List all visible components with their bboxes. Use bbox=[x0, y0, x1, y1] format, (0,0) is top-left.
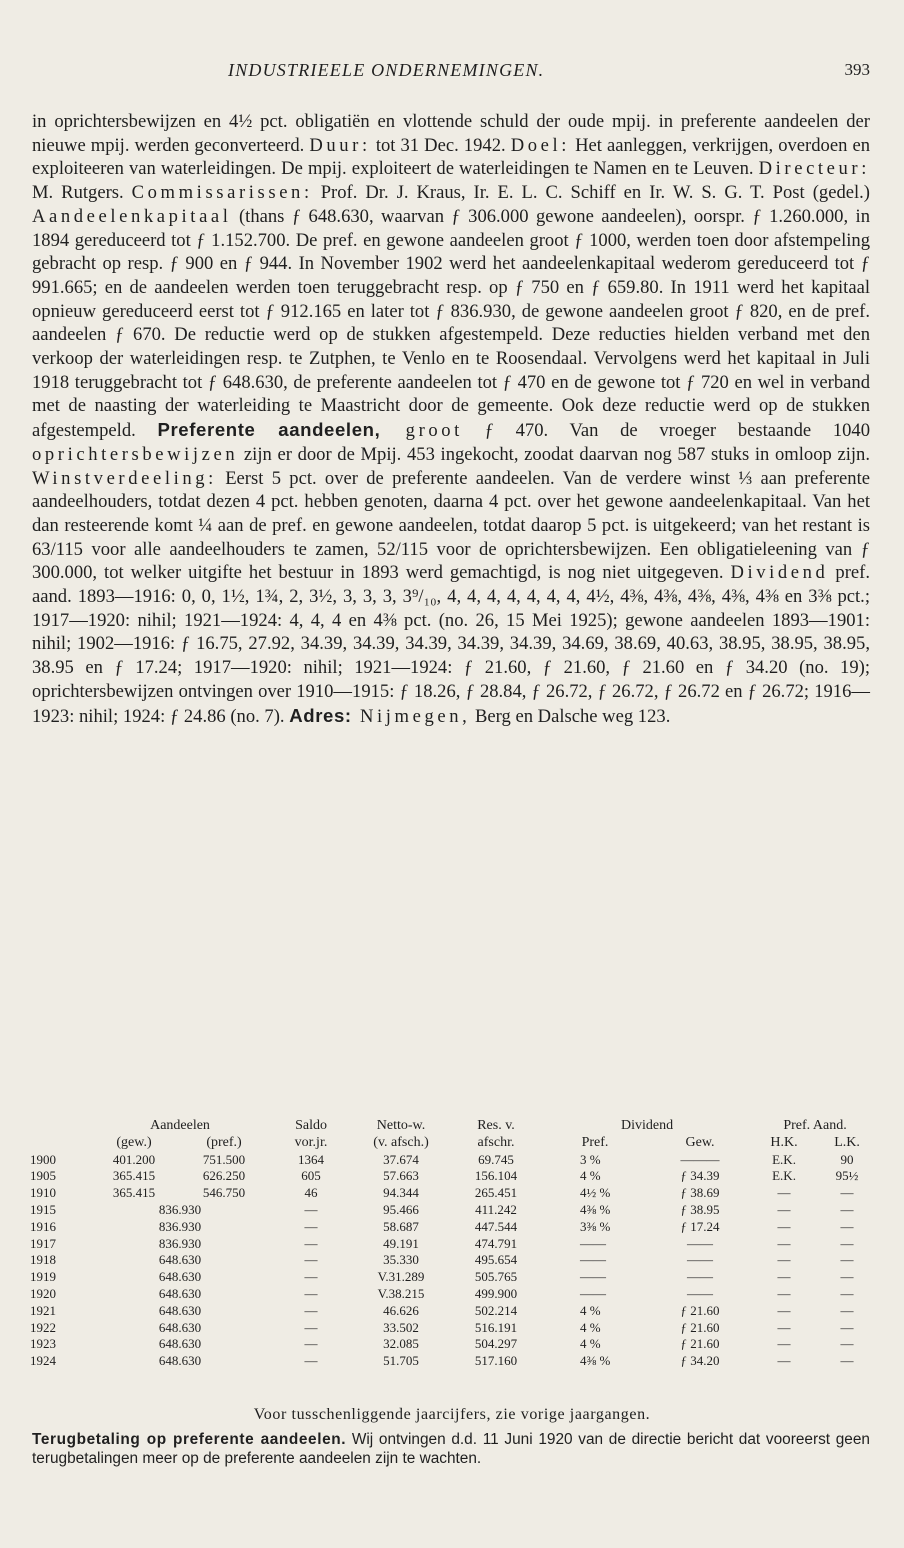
table-cell: — bbox=[777, 1302, 791, 1318]
table-cell: 401.200 bbox=[112, 1151, 156, 1167]
table-header-cell: (pref.) bbox=[206, 1134, 242, 1150]
table-cell: 1920 bbox=[30, 1285, 56, 1301]
table-cell: 33.502 bbox=[383, 1319, 419, 1335]
table-cell: V.38.215 bbox=[377, 1285, 425, 1301]
table-cell: — bbox=[840, 1302, 854, 1318]
table-row bbox=[30, 1236, 878, 1253]
table-cell: 648.630 bbox=[158, 1319, 202, 1335]
table-row bbox=[30, 1185, 878, 1202]
table-cell: — bbox=[840, 1185, 854, 1201]
table-cell: 1923 bbox=[30, 1336, 56, 1352]
table-cell: 648.630 bbox=[158, 1353, 202, 1369]
table-cell: ƒ 34.39 bbox=[680, 1168, 720, 1184]
dividend-label: Dividend bbox=[730, 562, 829, 584]
table-cell: 69.745 bbox=[478, 1151, 514, 1167]
table-cell: — bbox=[777, 1201, 791, 1217]
table-header-cell: Dividend bbox=[620, 1118, 674, 1133]
table-cell: 94.344 bbox=[383, 1185, 419, 1201]
table-header-row-1 bbox=[30, 1118, 878, 1135]
table-row bbox=[30, 1202, 878, 1219]
table-header-cell: Saldo bbox=[295, 1118, 327, 1133]
table-cell: — bbox=[840, 1252, 854, 1268]
table-cell: 836.930 bbox=[158, 1218, 202, 1234]
table-cell: — bbox=[304, 1353, 318, 1369]
table-cell: — bbox=[304, 1252, 318, 1268]
table-header-cell: Gew. bbox=[685, 1134, 715, 1150]
table-cell: 502.214 bbox=[474, 1302, 518, 1318]
table-cell: 95.466 bbox=[383, 1201, 419, 1217]
table-cell: 626.250 bbox=[202, 1168, 246, 1184]
page-header bbox=[0, 56, 904, 86]
table-cell: — bbox=[304, 1336, 318, 1352]
table-cell: 4 % bbox=[580, 1302, 601, 1318]
table-cell: 46 bbox=[304, 1185, 318, 1201]
table-cell: 499.900 bbox=[474, 1285, 518, 1301]
table-cell: — bbox=[304, 1302, 318, 1318]
table-cell: 411.242 bbox=[475, 1201, 517, 1217]
table-cell: 1918 bbox=[30, 1252, 56, 1268]
table-cell: — bbox=[304, 1285, 318, 1301]
closing-paragraph bbox=[32, 1431, 870, 1468]
preferente-groot: groot bbox=[380, 420, 463, 442]
table-header-row-2 bbox=[30, 1135, 878, 1152]
table-cell: — bbox=[777, 1185, 791, 1201]
table-cell: ƒ 17.24 bbox=[680, 1218, 720, 1234]
table-cell: 505.765 bbox=[474, 1269, 518, 1285]
table-row bbox=[30, 1336, 878, 1353]
table-cell: —— bbox=[687, 1235, 714, 1251]
table-cell: — bbox=[840, 1336, 854, 1352]
table-row bbox=[30, 1219, 878, 1236]
table-header-cell: Netto-w. bbox=[376, 1118, 426, 1133]
table-cell: 1910 bbox=[30, 1185, 56, 1201]
table-cell: 1905 bbox=[30, 1168, 56, 1184]
table-cell: 648.630 bbox=[158, 1302, 202, 1318]
table-cell: 447.544 bbox=[474, 1218, 518, 1234]
table-cell: 1915 bbox=[30, 1201, 56, 1217]
figures-table bbox=[30, 1118, 878, 1370]
table-row bbox=[30, 1353, 878, 1370]
table-cell: — bbox=[304, 1235, 318, 1251]
commissarissen-text: Prof. Dr. J. Kraus, Ir. E. L. C. Schiff en Ir. W. S. G. T. Post (gedel.) bbox=[312, 182, 870, 204]
table-header-cell: (v. afsch.) bbox=[373, 1134, 429, 1150]
table-cell: — bbox=[840, 1285, 854, 1301]
table-cell: V.31.289 bbox=[377, 1269, 425, 1285]
table-cell: 516.191 bbox=[474, 1319, 518, 1335]
table-cell: 4 % bbox=[580, 1319, 601, 1335]
table-header-cell: Aandeelen bbox=[150, 1118, 210, 1133]
table-cell: — bbox=[777, 1336, 791, 1352]
table-cell: 365.415 bbox=[112, 1168, 156, 1184]
table-cell: —— bbox=[580, 1285, 607, 1301]
running-title: INDUSTRIEELE ONDERNEMINGEN. bbox=[228, 60, 545, 80]
table-cell: — bbox=[304, 1201, 318, 1217]
table-cell: 751.500 bbox=[202, 1151, 246, 1167]
table-cell: — bbox=[840, 1218, 854, 1234]
adres-label: Adres: bbox=[289, 704, 352, 726]
table-cell: — bbox=[777, 1252, 791, 1268]
table-cell: —— bbox=[687, 1269, 714, 1285]
table-cell: — bbox=[777, 1269, 791, 1285]
preferente-text: ƒ 470. Van de vroeger bestaande 1040 bbox=[462, 420, 871, 442]
table-cell: ƒ 34.20 bbox=[680, 1353, 720, 1369]
table-cell: — bbox=[777, 1235, 791, 1251]
table-cell: 648.630 bbox=[158, 1252, 202, 1268]
duur-label: Duur: bbox=[309, 134, 371, 156]
table-cell: 1919 bbox=[30, 1269, 56, 1285]
table-header-cell: L.K. bbox=[834, 1134, 860, 1150]
table-header-cell: Pref. Aand. bbox=[783, 1118, 847, 1133]
page-number: 393 bbox=[844, 60, 870, 79]
duur-text: tot 31 Dec. 1942. bbox=[370, 134, 511, 156]
table-cell: 517.160 bbox=[474, 1353, 518, 1369]
table-cell: ƒ 21.60 bbox=[680, 1302, 720, 1318]
table-body bbox=[30, 1152, 878, 1370]
table-cell: — bbox=[304, 1218, 318, 1234]
oprichters-label: oprichtersbewijzen bbox=[32, 443, 239, 465]
table-cell: — bbox=[840, 1201, 854, 1217]
table-cell: E.K. bbox=[772, 1168, 796, 1184]
table-cell: 1924 bbox=[30, 1353, 56, 1369]
table-cell: — bbox=[304, 1269, 318, 1285]
adres-city: Nijmegen, bbox=[351, 705, 471, 727]
table-cell: 35.330 bbox=[383, 1252, 419, 1268]
footnote: Voor tusschenliggende jaarcijfers, zie vorige jaargangen. bbox=[253, 1406, 651, 1423]
table-cell: 265.451 bbox=[474, 1185, 518, 1201]
table-header-cell: H.K. bbox=[770, 1134, 798, 1150]
table-cell: E.K. bbox=[772, 1151, 796, 1167]
winst-label: Winstverdeeling: bbox=[32, 467, 217, 489]
table-cell: 46.626 bbox=[383, 1302, 419, 1318]
table-header-cell: Res. v. bbox=[477, 1118, 515, 1133]
table-cell: — bbox=[777, 1218, 791, 1234]
table-cell: — bbox=[840, 1269, 854, 1285]
table-cell: 156.104 bbox=[474, 1168, 518, 1184]
table-cell: —— bbox=[580, 1235, 607, 1251]
table-cell: —— bbox=[580, 1269, 607, 1285]
table-cell: 1364 bbox=[298, 1151, 325, 1167]
table-cell: 3⅜ % bbox=[580, 1218, 611, 1234]
table-cell: 1916 bbox=[30, 1218, 56, 1234]
commissarissen-label: Commissarissen: bbox=[131, 182, 313, 204]
table-cell: 474.791 bbox=[474, 1235, 518, 1251]
table-row bbox=[30, 1269, 878, 1286]
table-cell: — bbox=[777, 1319, 791, 1335]
table-cell: 648.630 bbox=[158, 1269, 202, 1285]
table-cell: 365.415 bbox=[112, 1185, 156, 1201]
table-cell: 836.930 bbox=[158, 1235, 202, 1251]
winst-text: Eerst 5 pct. over de preferente aandeelen. Van de verdere winst ⅓ aan preferente aandeelhouders, totdat dezen 4 pct. hebben genoten, daarna 4 pct. over het gewone aandeelenkapitaal. Van het dan resteerende komt ¼ aan de pref. en gewone aandeelen, totdat daarop 5 pct. is uitgekeerd; van het restant is 63/115 voor alle aandeelhouders te zamen, 52/115 voor de oprichtersbewijzen. Een obligatieleening van ƒ 300.000, tot welker uitgifte het bestuur in 1893 werd gemachtigd, is nog niet uitgegeven. bbox=[32, 467, 870, 584]
dividend-text: pref. aand. 1893—1916: 0, 0, 1½, 1¾, 2, 3½, 3, 3, 3, 3⁹/₁₀, 4, 4, 4, 4, 4, 4, 4, 4½, 4⅜, 4⅜, 4⅜, 4⅜, 4⅜ en 3⅜ pct.; 1917—1920: nihil; 1921—1924: 4, 4, 4 en 4⅜ pct. (no. 26, 15 Mei 1925); gewone aandeelen 1893—1901: nihil; 1902—1916: ƒ 16.75, 27.92, 34.39, 34.39, 34.39, 34.39, 34.39, 34.69, 38.69, 40.63, 38.95, 38.95, 38.95, 38.95 en ƒ 17.24; 1917—1920: nihil; 1921—1924: ƒ 21.60, ƒ 21.60, ƒ 21.60 en ƒ 34.20 (no. 19); oprichtersbewijzen ontvingen over 1910—1915: ƒ 18.26, ƒ 28.84, ƒ 26.72, ƒ 26.72, ƒ 26.72 en ƒ 26.72; 1916—1923: nihil; 1924: ƒ 24.86 (no. 7). bbox=[32, 562, 870, 727]
preferente-label: Preferente aandeelen, bbox=[157, 419, 381, 441]
table-header-cell: Pref. bbox=[581, 1134, 609, 1150]
kapitaal-text: (thans ƒ 648.630, waarvan ƒ 306.000 gewone aandeelen), oorspr. ƒ 1.260.000, in 1894 gereduceerd tot ƒ 1.152.700. De pref. en gewone aandeelen groot ƒ 1000, werden toen door afstempeling gebracht op resp. ƒ 900 en ƒ 944. In November 1902 werd het aandeelenkapitaal wederom gereduceerd tot ƒ 991.665; en de aandeelen werden toen teruggebracht resp. op ƒ 750 en ƒ 659.80. In 1911 werd het kapitaal opnieuw gereduceerd eerst tot ƒ 912.165 en later tot ƒ 836.930, de gewone aandeelen groot ƒ 820, en de pref. aandeelen ƒ 670. De reductie werd op de stukken afgestempeld. Deze reducties hielden verband met den verkoop der waterleidingen resp. te Zutphen, te Venlo en te Roosendaal. Vervolgens werd het kapitaal in Juli 1918 teruggebracht tot ƒ 648.630, de preferente aandeelen tot ƒ 470 en de gewone tot ƒ 720 en wel in verband met de naasting der waterleiding te Maastricht door de gemeente. Ook deze reductie werd op de stukken afgestempeld. bbox=[32, 205, 870, 442]
table-cell: 90 bbox=[840, 1151, 854, 1167]
table-row bbox=[30, 1168, 878, 1185]
table-cell: 4⅜ % bbox=[580, 1201, 611, 1217]
table-header-cell: (gew.) bbox=[116, 1134, 152, 1150]
table-header-cell bbox=[30, 1135, 90, 1152]
table-cell: — bbox=[840, 1353, 854, 1369]
table-cell: ƒ 38.69 bbox=[680, 1185, 720, 1201]
table-cell: 32.085 bbox=[383, 1336, 419, 1352]
table-cell: — bbox=[840, 1235, 854, 1251]
table-cell: 51.705 bbox=[383, 1353, 419, 1369]
company-description bbox=[32, 110, 870, 728]
table-cell: 1921 bbox=[30, 1302, 56, 1318]
doel-text: Het aanleggen, verkrijgen, overdoen en exploiteeren van waterleidingen. De mpij. exploiteert de waterleidingen te Namen en te Leuven. bbox=[32, 134, 870, 180]
table-row bbox=[30, 1286, 878, 1303]
adres-text: Berg en Dalsche weg 123. bbox=[470, 705, 671, 727]
table-cell: — bbox=[840, 1319, 854, 1335]
main-paragraph bbox=[32, 110, 870, 728]
table-cell: —— bbox=[687, 1252, 714, 1268]
table-cell: 648.630 bbox=[158, 1336, 202, 1352]
table-cell: — bbox=[304, 1319, 318, 1335]
table-cell: — bbox=[777, 1285, 791, 1301]
table-cell: 836.930 bbox=[158, 1201, 202, 1217]
table-cell: —— bbox=[580, 1252, 607, 1268]
table-row bbox=[30, 1252, 878, 1269]
table-header-cell: vor.jr. bbox=[294, 1134, 328, 1150]
table-cell: 49.191 bbox=[383, 1235, 419, 1251]
kapitaal-label: Aandeelenkapitaal bbox=[32, 205, 232, 227]
table-cell: 648.630 bbox=[158, 1285, 202, 1301]
table-header-cell: afschr. bbox=[477, 1134, 515, 1150]
table-cell: 504.297 bbox=[474, 1336, 518, 1352]
table-cell: 37.674 bbox=[383, 1151, 419, 1167]
table-cell: ——— bbox=[680, 1151, 720, 1167]
table-cell: 3 % bbox=[580, 1151, 601, 1167]
table-cell: 1917 bbox=[30, 1235, 56, 1251]
table-header-cell bbox=[30, 1118, 90, 1135]
table-cell: 57.663 bbox=[383, 1168, 419, 1184]
table-cell: 546.750 bbox=[202, 1185, 246, 1201]
table-cell: —— bbox=[687, 1285, 714, 1301]
table-cell: 58.687 bbox=[383, 1218, 419, 1234]
table-row bbox=[30, 1152, 878, 1169]
table-cell: — bbox=[777, 1353, 791, 1369]
table-cell: 4⅜ % bbox=[580, 1353, 611, 1369]
doel-label: Doel: bbox=[510, 134, 571, 156]
table-cell: ƒ 21.60 bbox=[680, 1319, 720, 1335]
table-cell: 1900 bbox=[30, 1151, 56, 1167]
table-row bbox=[30, 1303, 878, 1320]
table-cell: 495.654 bbox=[474, 1252, 518, 1268]
table-cell: 605 bbox=[301, 1168, 321, 1184]
financial-table bbox=[30, 1118, 878, 1370]
table-row bbox=[30, 1320, 878, 1337]
table-cell: 4 % bbox=[580, 1336, 601, 1352]
intro-text: in oprichtersbewijzen en 4½ pct. obligatiën en vlottende schuld der oude mpij. in preferente aandeelen der nieuwe mpij. werden geconverteerd. bbox=[32, 111, 870, 156]
directeur-label: Directeur: bbox=[758, 158, 870, 180]
table-cell: 4½ % bbox=[580, 1185, 611, 1201]
table-cell: ƒ 38.95 bbox=[680, 1201, 720, 1217]
table-cell: 4 % bbox=[580, 1168, 601, 1184]
table-cell: 95½ bbox=[835, 1168, 859, 1184]
table-cell: 1922 bbox=[30, 1319, 56, 1335]
terugbetaling-text: Wij ontvingen d.d. 11 Juni 1920 van de directie bericht dat vooreerst geen terugbetalingen meer op de preferente aandeelen zijn te wachten. bbox=[32, 1431, 870, 1467]
table-cell: ƒ 21.60 bbox=[680, 1336, 720, 1352]
terugbetaling-label: Terugbetaling op preferente aandeelen. bbox=[32, 1431, 347, 1448]
oprichters-text: zijn er door de Mpij. 453 ingekocht, zoodat daarvan nog 587 stuks in omloop zijn. bbox=[238, 443, 870, 465]
directeur-text: M. Rutgers. bbox=[32, 182, 132, 204]
